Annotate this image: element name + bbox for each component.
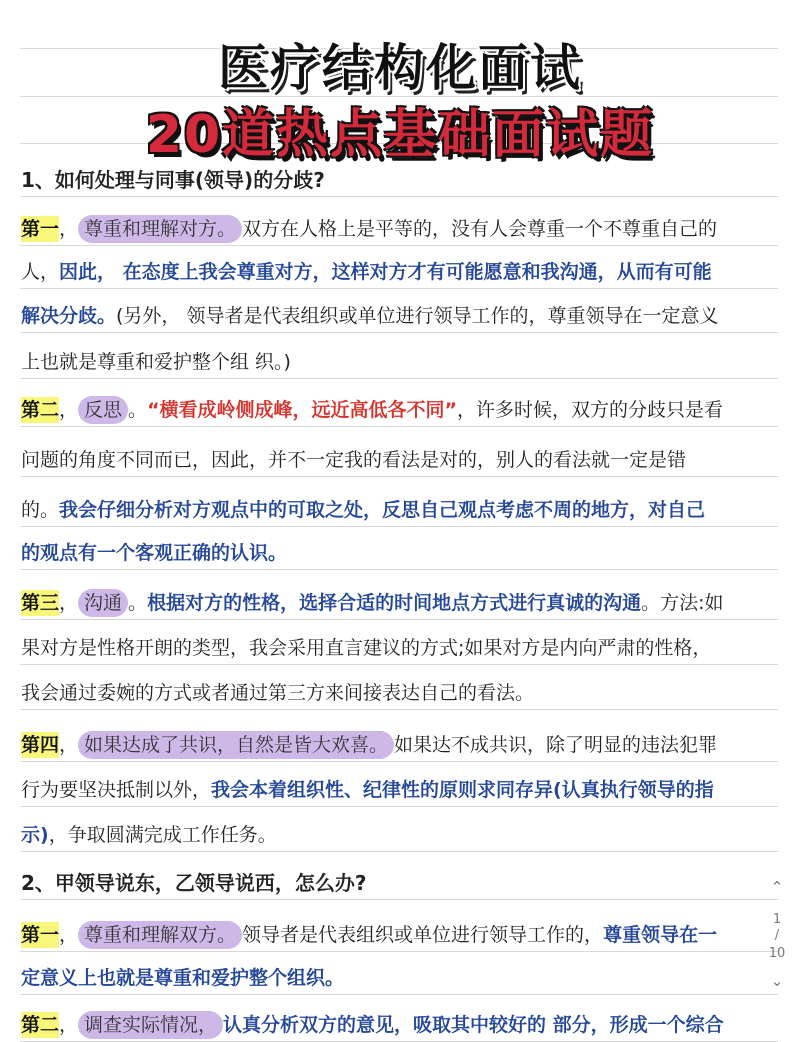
text-line [21, 731, 717, 759]
emphasis-blue-text: 定意义上也就是尊重和爱护整个组织。 [21, 967, 345, 989]
chevron-down-icon[interactable]: ⌄ [770, 972, 784, 990]
point-label: 第一 [21, 218, 60, 240]
ruled-line [20, 378, 778, 379]
ruled-line [20, 664, 778, 665]
text-segment: ， [59, 1014, 79, 1036]
point-label: 第二 [21, 1014, 60, 1036]
text-line [21, 348, 291, 376]
point-label: 第一 [21, 924, 60, 946]
ruled-line [20, 619, 778, 620]
point-label: 第四 [21, 734, 60, 756]
chevron-up-icon[interactable]: ⌃ [770, 878, 784, 896]
highlighted-keypoint: 如果达成了共识，自然是皆大欢喜。 [78, 731, 394, 759]
text-line [21, 539, 287, 567]
ruled-line [20, 288, 778, 289]
text-segment: 1、如何处理与同事(领导)的分歧? [21, 168, 325, 192]
ruled-line [20, 332, 778, 333]
emphasis-blue-text: 认真分析双方的意见，吸取其中较好的 部分，形成一个综合 [223, 1014, 724, 1036]
question-heading [21, 869, 367, 897]
text-segment: 如果达不成共识，除了明显的违法犯罪 [394, 734, 718, 756]
emphasis-blue-text: 尊重领导在一 [603, 924, 718, 946]
ruled-line [20, 761, 778, 762]
text-line [21, 302, 718, 330]
text-segment: 。 [128, 592, 148, 614]
ruled-line [20, 851, 778, 852]
ruled-line [20, 569, 778, 570]
text-segment: 上也就是尊重和爱护整个组 织。) [21, 351, 291, 373]
text-segment: ， [59, 218, 79, 240]
page-separator: / [774, 928, 780, 943]
text-segment: 2、甲领导说东，乙领导说西，怎么办? [21, 871, 367, 895]
text-line [21, 679, 534, 707]
text-segment: 领导者是代表组织或单位进行领导工作的， [242, 924, 604, 946]
text-line [21, 776, 714, 804]
emphasis-blue-text: 的观点有一个客观正确的认识。 [21, 542, 288, 564]
highlighted-keypoint: 尊重和理解双方。 [78, 921, 242, 949]
text-segment: 问题的角度不同而已，因此，并不一定我的看法是对的，别人的看法就一定是错 [21, 449, 687, 471]
ruled-line [20, 526, 778, 527]
text-segment: 行为要坚决抵制以外， [21, 779, 212, 801]
ruled-line [20, 476, 778, 477]
emphasis-blue-text: 根据对方的性格，选择合适的时间地点方式进行真诚的沟通 [147, 592, 642, 614]
text-segment: 果对方是性格开朗的类型，我会采用直言建议的方式;如果对方是内向严肃的性格， [21, 637, 712, 659]
text-line [21, 821, 277, 849]
text-line [21, 589, 723, 617]
ruled-line [20, 196, 778, 197]
text-segment: 双方在人格上是平等的，没有人会尊重一个不尊重自己的 [242, 218, 718, 240]
text-segment: ， [59, 734, 79, 756]
quote-red-text: “横看成岭侧成峰，远近高低各不同” [147, 399, 458, 421]
text-segment: ， [59, 399, 79, 421]
point-label: 第二 [21, 399, 60, 421]
point-label: 第三 [21, 592, 60, 614]
emphasis-blue-text: 我会本着组织性、纪律性的原则求同存异(认真执行领导的指 [211, 779, 714, 801]
text-line [21, 396, 723, 424]
text-line [21, 964, 344, 992]
highlighted-keypoint: 沟通 [78, 589, 128, 617]
highlighted-keypoint: 尊重和理解对方。 [78, 215, 242, 243]
page-current: 1 [772, 912, 782, 927]
page-subtitle: 20道热点基础面试题 [145, 105, 655, 165]
question-heading [21, 166, 325, 194]
text-segment: ， [59, 592, 79, 614]
text-segment: (另外， 领导者是代表组织或单位进行领导工作的，尊重领导在一定意义 [116, 305, 719, 327]
page-total: 10 [768, 946, 786, 961]
emphasis-blue-text: 我会仔细分析对方观点中的可取之处，反思自己观点考虑不周的地方，对自己 [59, 499, 706, 521]
ruled-line [20, 426, 778, 427]
emphasis-blue-text: 因此， 在态度上我会尊重对方，这样对方才有可能愿意和我沟通，从而有可能 [59, 261, 712, 283]
text-line [21, 258, 712, 286]
ruled-line [20, 806, 778, 807]
emphasis-blue-text: 解决分歧。 [21, 305, 117, 327]
emphasis-blue-text: 示) [21, 824, 49, 846]
text-segment: 。方法:如 [641, 592, 724, 614]
text-line [21, 496, 705, 524]
ruled-line [20, 899, 778, 900]
text-segment: 人， [21, 261, 60, 283]
text-line [21, 446, 686, 474]
ruled-line [20, 245, 778, 246]
ruled-line [20, 951, 778, 952]
text-line [21, 215, 717, 243]
text-segment: 我会通过委婉的方式或者通过第三方来间接表达自己的看法。 [21, 682, 535, 704]
text-segment: 的。 [21, 499, 60, 521]
highlighted-keypoint: 反思 [78, 396, 128, 424]
text-segment: ， [59, 924, 79, 946]
ruled-line [20, 994, 778, 995]
text-segment: ，争取圆满完成工作任务。 [48, 824, 277, 846]
ruled-line [20, 709, 778, 710]
text-line [21, 634, 711, 662]
text-line [21, 921, 717, 949]
text-segment: 。 [128, 399, 148, 421]
highlighted-keypoint: 调查实际情况， [78, 1011, 223, 1039]
text-segment: ，许多时候，双方的分歧只是看 [457, 399, 724, 421]
text-line [21, 1011, 724, 1039]
page-title: 医疗结构化面试 [218, 39, 582, 97]
